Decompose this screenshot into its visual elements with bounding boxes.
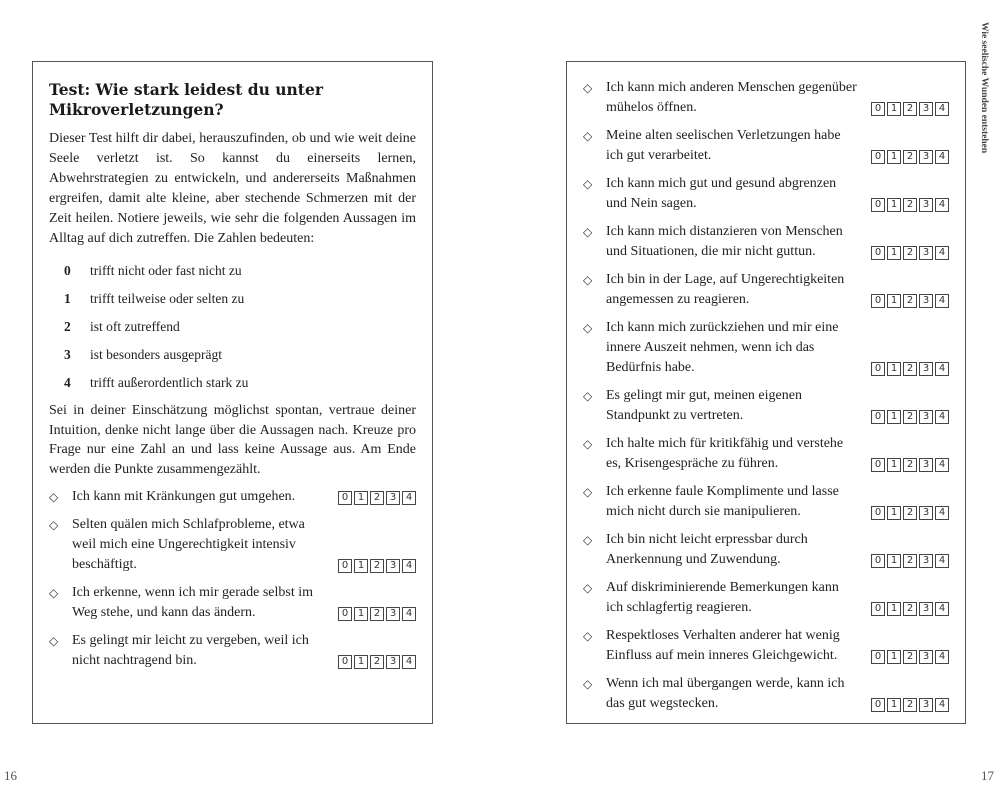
score-box-3[interactable]: 3 <box>386 491 400 505</box>
score-box-1[interactable]: 1 <box>887 506 901 520</box>
score-box-2[interactable]: 2 <box>903 698 917 712</box>
test-box-right <box>566 61 966 724</box>
statement-text: Ich bin in der Lage, auf Ungerechtigkeiten angemessen zu reagieren. <box>606 272 845 307</box>
statement-text: Meine alten seelischen Verletzungen habe ich gut verarbeitet. <box>606 128 841 163</box>
score-box-1[interactable]: 1 <box>887 698 901 712</box>
diamond-bullet-icon: ◇ <box>583 81 593 95</box>
score-box-3[interactable]: 3 <box>919 458 933 472</box>
score-box-2[interactable]: 2 <box>903 362 917 376</box>
statement-item <box>583 434 949 474</box>
score-box-2[interactable]: 2 <box>370 655 384 669</box>
score-box-0[interactable]: 0 <box>871 362 885 376</box>
score-box-2[interactable]: 2 <box>903 246 917 260</box>
score-box-1[interactable]: 1 <box>887 650 901 664</box>
score-box-4[interactable]: 4 <box>935 650 949 664</box>
test-box-left <box>32 61 433 724</box>
score-box-3[interactable]: 3 <box>919 198 933 212</box>
score-box-3[interactable]: 3 <box>919 246 933 260</box>
statement-text: Ich erkenne, wenn ich mir gerade selbst im Weg stehe, und kann das ändern. <box>72 585 314 620</box>
diamond-bullet-icon: ◇ <box>583 225 593 239</box>
score-box-4[interactable]: 4 <box>402 559 416 573</box>
intro-text: Dieser Test hilft dir dabei, herauszufinden, ob und wie weit deine Seele verletzt ist. So kannst du einerseits lernen, Abwehrstrategien zu entwickeln, und andererseits Maßnahmen ergreifen, damit alte kleine, aber stechende Schmerzen mit der Zeit heilen. Notiere jeweils, wie sehr die folgenden Aussagen im Alltag auf dich zutreffen. Die Zahlen bedeuten: <box>49 131 416 246</box>
diamond-bullet-icon: ◇ <box>583 437 593 451</box>
statement-text: Es gelingt mir gut, meinen eigenen Standpunkt zu vertreten. <box>606 388 802 423</box>
diamond-bullet-icon: ◇ <box>583 177 593 191</box>
score-boxes <box>871 246 949 260</box>
score-box-1[interactable]: 1 <box>887 602 901 616</box>
score-box-2[interactable]: 2 <box>903 102 917 116</box>
instructions-text: Sei in deiner Einschätzung möglichst spontan, vertraue deiner Intuition, denke nicht lange über die Aussagen nach. Kreuze pro Frage nur eine Zahl an und lass keine Aussage aus. Am Ende werden die Punkte zusammengezählt. <box>49 403 416 477</box>
statement-item <box>49 631 416 671</box>
score-boxes <box>338 607 416 621</box>
diamond-bullet-icon: ◇ <box>49 490 59 504</box>
score-boxes <box>871 294 949 308</box>
score-box-4[interactable]: 4 <box>935 150 949 164</box>
score-box-3[interactable]: 3 <box>919 410 933 424</box>
score-box-4[interactable]: 4 <box>402 491 416 505</box>
scale-item <box>49 341 416 369</box>
statement-text: Ich halte mich für kritikfähig und verstehe es, Krisengespräche zu führen. <box>606 436 844 471</box>
score-box-0[interactable]: 0 <box>871 294 885 308</box>
score-boxes <box>338 559 416 573</box>
score-boxes <box>338 655 416 669</box>
score-box-3[interactable]: 3 <box>919 102 933 116</box>
statement-text: Ich kann mich zurückziehen und mir eine innere Auszeit nehmen, wenn ich das Bedürfnis habe. <box>606 320 839 375</box>
score-box-2[interactable]: 2 <box>903 650 917 664</box>
scale-number: 1 <box>64 291 71 306</box>
score-box-3[interactable]: 3 <box>919 602 933 616</box>
score-box-4[interactable]: 4 <box>935 198 949 212</box>
scale-item <box>49 313 416 341</box>
score-box-3[interactable]: 3 <box>919 294 933 308</box>
statement-text: Ich kann mich anderen Menschen gegenüber mühelos öffnen. <box>606 80 857 115</box>
score-box-3[interactable]: 3 <box>919 506 933 520</box>
score-box-4[interactable]: 4 <box>402 655 416 669</box>
statement-text: Es gelingt mir leicht zu vergeben, weil ich nicht nachtragend bin. <box>72 633 309 668</box>
score-box-3[interactable]: 3 <box>919 554 933 568</box>
diamond-bullet-icon: ◇ <box>49 586 59 600</box>
score-box-0[interactable]: 0 <box>871 102 885 116</box>
score-box-4[interactable]: 4 <box>402 607 416 621</box>
score-box-1[interactable]: 1 <box>887 150 901 164</box>
score-box-2[interactable]: 2 <box>370 607 384 621</box>
diamond-bullet-icon: ◇ <box>583 485 593 499</box>
diamond-bullet-icon: ◇ <box>583 677 593 691</box>
score-boxes <box>871 102 949 116</box>
scale-description: trifft nicht oder fast nicht zu <box>90 263 242 278</box>
score-box-0[interactable]: 0 <box>871 506 885 520</box>
statement-item <box>583 626 949 666</box>
score-boxes <box>871 458 949 472</box>
diamond-bullet-icon: ◇ <box>583 533 593 547</box>
statement-item <box>49 487 416 507</box>
score-box-0[interactable]: 0 <box>338 655 352 669</box>
score-boxes <box>871 602 949 616</box>
diamond-bullet-icon: ◇ <box>583 389 593 403</box>
scale-item <box>49 369 416 397</box>
score-box-4[interactable]: 4 <box>935 602 949 616</box>
statement-item <box>583 386 949 426</box>
scale-number: 4 <box>64 375 71 390</box>
score-box-2[interactable]: 2 <box>903 294 917 308</box>
score-box-0[interactable]: 0 <box>338 607 352 621</box>
score-boxes <box>871 150 949 164</box>
statement-list-right <box>583 78 949 714</box>
score-box-0[interactable]: 0 <box>871 650 885 664</box>
scale-description: ist oft zutreffend <box>90 319 180 334</box>
statement-item <box>583 174 949 214</box>
statement-text: Wenn ich mal übergangen werde, kann ich das gut wegstecken. <box>606 676 845 711</box>
score-box-2[interactable]: 2 <box>903 198 917 212</box>
scale-number: 0 <box>64 263 71 278</box>
statement-item <box>49 583 416 623</box>
diamond-bullet-icon: ◇ <box>583 321 593 335</box>
score-box-0[interactable]: 0 <box>871 246 885 260</box>
statement-text: Ich bin nicht leicht erpressbar durch Anerkennung und Zuwendung. <box>606 532 808 567</box>
score-box-0[interactable]: 0 <box>871 602 885 616</box>
score-box-0[interactable]: 0 <box>871 410 885 424</box>
statement-text: Ich erkenne faule Komplimente und lasse mich nicht durch sie manipulieren. <box>606 484 839 519</box>
score-box-2[interactable]: 2 <box>903 602 917 616</box>
score-box-2[interactable]: 2 <box>903 410 917 424</box>
score-box-1[interactable]: 1 <box>354 491 368 505</box>
score-box-0[interactable]: 0 <box>871 198 885 212</box>
statement-text: Auf diskriminierende Bemerkungen kann ich schlagfertig reagieren. <box>606 580 839 615</box>
score-boxes <box>871 554 949 568</box>
page-number-left: 16 <box>4 768 17 783</box>
score-box-1[interactable]: 1 <box>887 410 901 424</box>
scale-number: 2 <box>64 319 71 334</box>
score-box-3[interactable]: 3 <box>919 698 933 712</box>
score-box-1[interactable]: 1 <box>354 559 368 573</box>
score-box-0[interactable]: 0 <box>871 150 885 164</box>
score-box-3[interactable]: 3 <box>386 607 400 621</box>
score-box-4[interactable]: 4 <box>935 294 949 308</box>
scale-description: ist besonders ausgeprägt <box>90 347 222 362</box>
score-boxes <box>871 362 949 376</box>
test-title: Test: Wie stark leidest du unter Mikroverletzungen? <box>49 80 323 119</box>
score-box-4[interactable]: 4 <box>935 246 949 260</box>
score-box-3[interactable]: 3 <box>386 559 400 573</box>
score-box-3[interactable]: 3 <box>919 150 933 164</box>
statement-text: Respektloses Verhalten anderer hat wenig Einfluss auf mein inneres Gleichgewicht. <box>606 628 840 663</box>
score-boxes <box>871 410 949 424</box>
score-box-4[interactable]: 4 <box>935 362 949 376</box>
score-box-0[interactable]: 0 <box>338 491 352 505</box>
score-box-2[interactable]: 2 <box>903 554 917 568</box>
diamond-bullet-icon: ◇ <box>49 634 59 648</box>
score-box-4[interactable]: 4 <box>935 554 949 568</box>
statement-list-left <box>49 487 416 671</box>
scale-item <box>49 257 416 285</box>
score-boxes <box>871 698 949 712</box>
statement-item <box>583 318 949 378</box>
score-box-1[interactable]: 1 <box>887 458 901 472</box>
score-box-3[interactable]: 3 <box>386 655 400 669</box>
score-box-3[interactable]: 3 <box>919 650 933 664</box>
scale-item <box>49 285 416 313</box>
score-box-1[interactable]: 1 <box>354 655 368 669</box>
score-box-2[interactable]: 2 <box>370 559 384 573</box>
statement-item <box>583 126 949 166</box>
scale-description: trifft teilweise oder selten zu <box>90 291 245 306</box>
score-box-4[interactable]: 4 <box>935 410 949 424</box>
statement-item <box>583 482 949 522</box>
running-head: Wie seelische Wunden entstehen <box>979 22 989 154</box>
score-box-1[interactable]: 1 <box>887 362 901 376</box>
score-box-0[interactable]: 0 <box>871 554 885 568</box>
score-box-4[interactable]: 4 <box>935 506 949 520</box>
score-box-1[interactable]: 1 <box>887 246 901 260</box>
score-box-1[interactable]: 1 <box>354 607 368 621</box>
statement-item <box>583 578 949 618</box>
score-boxes <box>871 650 949 664</box>
score-box-1[interactable]: 1 <box>887 294 901 308</box>
diamond-bullet-icon: ◇ <box>583 129 593 143</box>
scale-legend <box>49 257 416 397</box>
statement-item <box>583 270 949 310</box>
statement-text: Ich kann mit Kränkungen gut umgehen. <box>72 489 296 504</box>
statement-text: Selten quälen mich Schlafprobleme, etwa weil mich eine Ungerechtigkeit intensiv beschäftigt. <box>72 517 305 572</box>
diamond-bullet-icon: ◇ <box>49 518 59 532</box>
score-box-2[interactable]: 2 <box>903 150 917 164</box>
page-number-right: 17 <box>981 768 994 783</box>
score-box-4[interactable]: 4 <box>935 698 949 712</box>
diamond-bullet-icon: ◇ <box>583 581 593 595</box>
score-box-1[interactable]: 1 <box>887 102 901 116</box>
diamond-bullet-icon: ◇ <box>583 629 593 643</box>
score-box-2[interactable]: 2 <box>370 491 384 505</box>
score-box-0[interactable]: 0 <box>338 559 352 573</box>
score-box-2[interactable]: 2 <box>903 506 917 520</box>
score-box-4[interactable]: 4 <box>935 458 949 472</box>
statement-text: Ich kann mich distanzieren von Menschen und Situationen, die mir nicht guttun. <box>606 224 843 259</box>
statement-item <box>583 530 949 570</box>
score-box-4[interactable]: 4 <box>935 102 949 116</box>
score-box-1[interactable]: 1 <box>887 554 901 568</box>
statement-item <box>583 78 949 118</box>
statement-item <box>583 674 949 714</box>
score-boxes <box>338 491 416 505</box>
score-boxes <box>871 198 949 212</box>
score-box-1[interactable]: 1 <box>887 198 901 212</box>
statement-item <box>49 515 416 575</box>
statement-text: Ich kann mich gut und gesund abgrenzen und Nein sagen. <box>606 176 837 211</box>
score-box-2[interactable]: 2 <box>903 458 917 472</box>
score-box-3[interactable]: 3 <box>919 362 933 376</box>
score-box-0[interactable]: 0 <box>871 458 885 472</box>
score-box-0[interactable]: 0 <box>871 698 885 712</box>
statement-item <box>583 222 949 262</box>
score-boxes <box>871 506 949 520</box>
diamond-bullet-icon: ◇ <box>583 273 593 287</box>
scale-number: 3 <box>64 347 71 362</box>
scale-description: trifft außerordentlich stark zu <box>90 375 249 390</box>
